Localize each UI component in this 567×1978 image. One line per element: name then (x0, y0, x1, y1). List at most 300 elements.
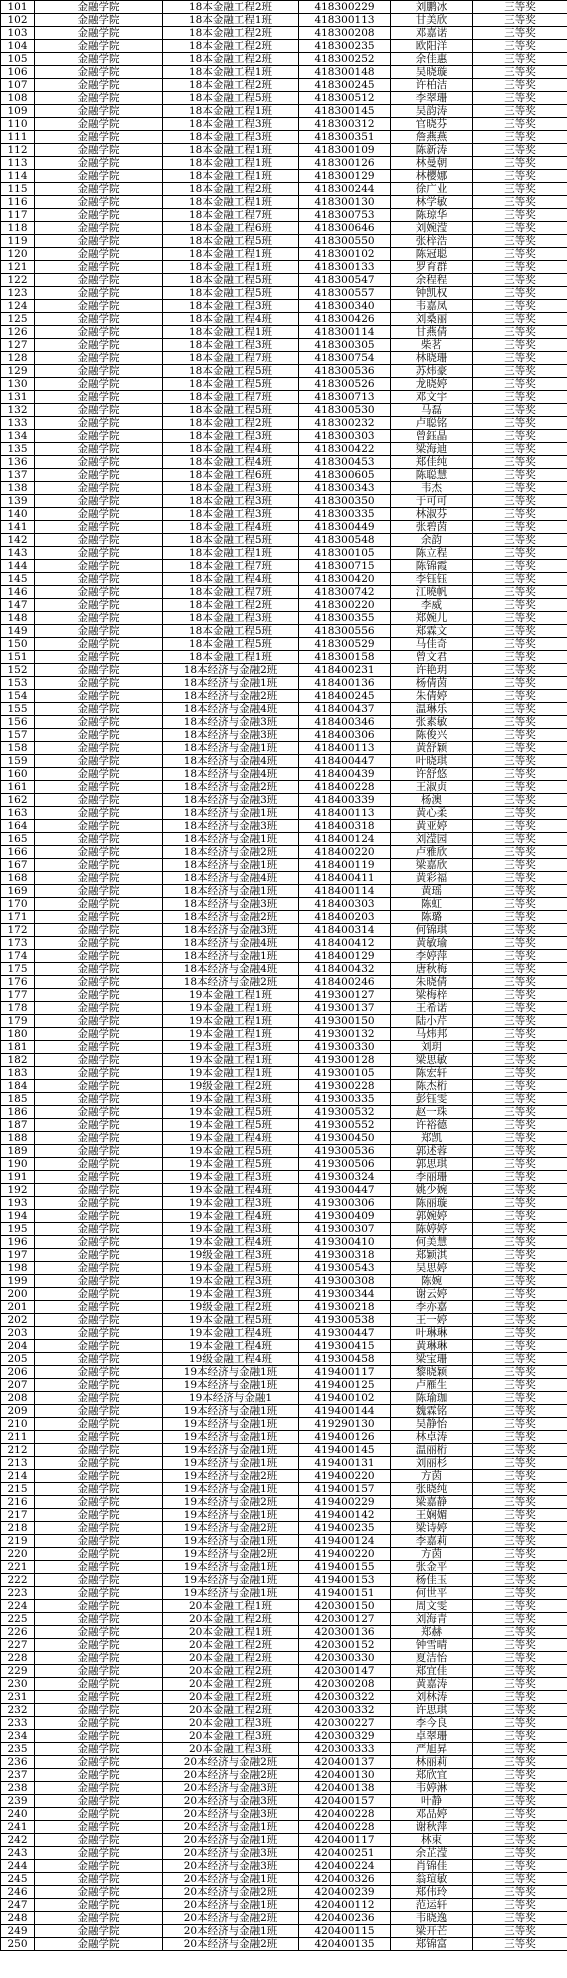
college-cell: 金融学院 (35, 40, 163, 53)
table-row (1, 248, 567, 261)
table-row (1, 222, 567, 235)
student-id-cell: 418400306 (299, 729, 391, 742)
row-number-cell: 189 (1, 1145, 35, 1158)
award-cell: 三等奖 (473, 1561, 567, 1574)
student-name-cell: 陈丽璇 (391, 1197, 473, 1210)
college-cell: 金融学院 (35, 729, 163, 742)
table-row (1, 274, 567, 287)
row-number-cell: 184 (1, 1080, 35, 1093)
college-cell: 金融学院 (35, 1795, 163, 1808)
row-number-cell: 109 (1, 105, 35, 118)
table-row (1, 1639, 567, 1652)
award-cell: 三等奖 (473, 66, 567, 79)
table-row (1, 1626, 567, 1639)
row-number-cell: 210 (1, 1418, 35, 1431)
award-cell: 三等奖 (473, 1275, 567, 1288)
student-id-cell: 420400236 (299, 1912, 391, 1925)
class-cell: 18本金融工程7班 (163, 209, 299, 222)
student-name-cell: 卢聪铭 (391, 417, 473, 430)
college-cell: 金融学院 (35, 1938, 163, 1951)
student-name-cell: 郑佳纯 (391, 456, 473, 469)
award-cell: 三等奖 (473, 1379, 567, 1392)
college-cell: 金融学院 (35, 1223, 163, 1236)
row-number-cell: 209 (1, 1405, 35, 1418)
table-row (1, 430, 567, 443)
college-cell: 金融学院 (35, 287, 163, 300)
award-cell: 三等奖 (473, 1249, 567, 1262)
row-number-cell: 196 (1, 1236, 35, 1249)
student-id-cell: 419300450 (299, 1132, 391, 1145)
table-row (1, 1808, 567, 1821)
award-cell: 三等奖 (473, 170, 567, 183)
table-row (1, 1730, 567, 1743)
award-cell: 三等奖 (473, 612, 567, 625)
student-name-cell: 卓翠珊 (391, 1730, 473, 1743)
row-number-cell: 191 (1, 1171, 35, 1184)
college-cell: 金融学院 (35, 1015, 163, 1028)
college-cell: 金融学院 (35, 1106, 163, 1119)
college-cell: 金融学院 (35, 417, 163, 430)
table-row (1, 1717, 567, 1730)
award-cell: 三等奖 (473, 768, 567, 781)
class-cell: 19本金融工程4班 (163, 1340, 299, 1353)
row-number-cell: 242 (1, 1834, 35, 1847)
college-cell: 金融学院 (35, 1340, 163, 1353)
row-number-cell: 185 (1, 1093, 35, 1106)
award-cell: 三等奖 (473, 1041, 567, 1054)
table-row (1, 196, 567, 209)
row-number-cell: 111 (1, 131, 35, 144)
table-row (1, 495, 567, 508)
student-name-cell: 罗育群 (391, 261, 473, 274)
table-row (1, 1769, 567, 1782)
row-number-cell: 102 (1, 14, 35, 27)
student-name-cell: 卢雅欣 (391, 846, 473, 859)
student-id-cell: 420300147 (299, 1665, 391, 1678)
class-cell: 19本金融工程4班 (163, 1184, 299, 1197)
student-id-cell: 420300208 (299, 1678, 391, 1691)
student-id-cell: 419400131 (299, 1457, 391, 1470)
award-cell: 三等奖 (473, 1652, 567, 1665)
student-name-cell: 李今良 (391, 1717, 473, 1730)
table-row (1, 404, 567, 417)
class-cell: 18本金融工程4班 (163, 456, 299, 469)
student-id-cell: 418300754 (299, 352, 391, 365)
student-name-cell: 杨澳 (391, 794, 473, 807)
award-cell: 三等奖 (473, 1223, 567, 1236)
award-cell: 三等奖 (473, 1704, 567, 1717)
student-id-cell: 418300102 (299, 248, 391, 261)
student-name-cell: 郑婉儿 (391, 612, 473, 625)
student-name-cell: 方茵 (391, 1470, 473, 1483)
student-name-cell: 余程程 (391, 274, 473, 287)
table-row (1, 1, 567, 14)
award-cell: 三等奖 (473, 1860, 567, 1873)
row-number-cell: 162 (1, 794, 35, 807)
class-cell: 19级金融工程3班 (163, 1249, 299, 1262)
award-cell: 三等奖 (473, 1769, 567, 1782)
student-name-cell: 夏洁怡 (391, 1652, 473, 1665)
row-number-cell: 147 (1, 599, 35, 612)
student-id-cell: 419300415 (299, 1340, 391, 1353)
college-cell: 金融学院 (35, 1028, 163, 1041)
student-id-cell: 418300129 (299, 170, 391, 183)
row-number-cell: 131 (1, 391, 35, 404)
table-row (1, 1327, 567, 1340)
student-id-cell: 420300333 (299, 1743, 391, 1756)
student-name-cell: 翁瑄敏 (391, 1873, 473, 1886)
student-id-cell: 418300252 (299, 53, 391, 66)
college-cell: 金融学院 (35, 989, 163, 1002)
student-name-cell: 刘海青 (391, 1613, 473, 1626)
table-row (1, 1054, 567, 1067)
college-cell: 金融学院 (35, 66, 163, 79)
row-number-cell: 219 (1, 1535, 35, 1548)
award-cell: 三等奖 (473, 560, 567, 573)
award-cell: 三等奖 (473, 53, 567, 66)
college-cell: 金融学院 (35, 170, 163, 183)
college-cell: 金融学院 (35, 1249, 163, 1262)
award-cell: 三等奖 (473, 1912, 567, 1925)
award-cell: 三等奖 (473, 235, 567, 248)
college-cell: 金融学院 (35, 1158, 163, 1171)
award-cell: 三等奖 (473, 1899, 567, 1912)
class-cell: 18本经济与金融4班 (163, 872, 299, 885)
award-cell: 三等奖 (473, 1470, 567, 1483)
student-name-cell: 梁梅梓 (391, 989, 473, 1002)
student-name-cell: 李亦嘉 (391, 1301, 473, 1314)
student-name-cell: 温丽桁 (391, 1444, 473, 1457)
class-cell: 18本经济与金融4班 (163, 703, 299, 716)
college-cell: 金融学院 (35, 872, 163, 885)
row-number-cell: 225 (1, 1613, 35, 1626)
student-id-cell: 418400432 (299, 963, 391, 976)
row-number-cell: 157 (1, 729, 35, 742)
award-cell: 三等奖 (473, 1587, 567, 1600)
award-cell: 三等奖 (473, 118, 567, 131)
class-cell: 20本经济与金融2班 (163, 1912, 299, 1925)
student-name-cell: 许柏洁 (391, 79, 473, 92)
award-cell: 三等奖 (473, 1730, 567, 1743)
row-number-cell: 179 (1, 1015, 35, 1028)
college-cell: 金融学院 (35, 794, 163, 807)
student-name-cell: 刘鹏冰 (391, 1, 473, 14)
college-cell: 金融学院 (35, 1262, 163, 1275)
class-cell: 19本经济与金融1班 (163, 1483, 299, 1496)
student-id-cell: 420400157 (299, 1795, 391, 1808)
student-name-cell: 詹燕燕 (391, 131, 473, 144)
table-row (1, 612, 567, 625)
award-cell: 三等奖 (473, 508, 567, 521)
award-cell: 三等奖 (473, 469, 567, 482)
table-row (1, 1236, 567, 1249)
award-cell: 三等奖 (473, 1132, 567, 1145)
class-cell: 18本经济与金融2班 (163, 976, 299, 989)
table-row (1, 547, 567, 560)
student-name-cell: 卢雁生 (391, 1379, 473, 1392)
row-number-cell: 204 (1, 1340, 35, 1353)
college-cell: 金融学院 (35, 404, 163, 417)
student-id-cell: 418300529 (299, 638, 391, 651)
award-cell: 三等奖 (473, 651, 567, 664)
table-row (1, 677, 567, 690)
award-cell: 三等奖 (473, 1873, 567, 1886)
row-number-cell: 206 (1, 1366, 35, 1379)
row-number-cell: 200 (1, 1288, 35, 1301)
row-number-cell: 237 (1, 1769, 35, 1782)
student-id-cell: 419300335 (299, 1093, 391, 1106)
college-cell: 金融学院 (35, 1665, 163, 1678)
college-cell: 金融学院 (35, 976, 163, 989)
row-number-cell: 194 (1, 1210, 35, 1223)
class-cell: 19本经济与金融1班 (163, 1561, 299, 1574)
student-id-cell: 418400439 (299, 768, 391, 781)
row-number-cell: 227 (1, 1639, 35, 1652)
class-cell: 18本经济与金融4班 (163, 755, 299, 768)
college-cell: 金融学院 (35, 1301, 163, 1314)
table-row (1, 716, 567, 729)
class-cell: 20本金融工程3班 (163, 1743, 299, 1756)
award-cell: 三等奖 (473, 1106, 567, 1119)
student-name-cell: 李嘉莉 (391, 1535, 473, 1548)
table-row (1, 898, 567, 911)
class-cell: 18本金融工程1班 (163, 261, 299, 274)
student-id-cell: 420300322 (299, 1691, 391, 1704)
student-id-cell: 418300229 (299, 1, 391, 14)
student-name-cell: 郭述蓉 (391, 1145, 473, 1158)
class-cell: 19本经济与金融1班 (163, 1418, 299, 1431)
class-cell: 19本金融工程5班 (163, 1262, 299, 1275)
class-cell: 18本金融工程3班 (163, 430, 299, 443)
row-number-cell: 215 (1, 1483, 35, 1496)
row-number-cell: 117 (1, 209, 35, 222)
class-cell: 19本经济与金融1班 (163, 1535, 299, 1548)
award-cell: 三等奖 (473, 105, 567, 118)
student-id-cell: 418400231 (299, 664, 391, 677)
class-cell: 18本金融工程4班 (163, 443, 299, 456)
college-cell: 金融学院 (35, 1353, 163, 1366)
award-cell: 三等奖 (473, 417, 567, 430)
class-cell: 19本经济与金融2班 (163, 1548, 299, 1561)
student-id-cell: 418300303 (299, 430, 391, 443)
table-row (1, 1704, 567, 1717)
college-cell: 金融学院 (35, 1769, 163, 1782)
college-cell: 金融学院 (35, 1509, 163, 1522)
student-id-cell: 420400251 (299, 1847, 391, 1860)
student-name-cell: 刘桑丽 (391, 313, 473, 326)
student-id-cell: 418400220 (299, 846, 391, 859)
class-cell: 20本金融工程2班 (163, 1704, 299, 1717)
college-cell: 金融学院 (35, 1925, 163, 1938)
student-name-cell: 韦嘉凤 (391, 300, 473, 313)
student-id-cell: 418300113 (299, 14, 391, 27)
student-name-cell: 黄敏瑜 (391, 937, 473, 950)
class-cell: 18本金融工程3班 (163, 612, 299, 625)
student-id-cell: 418300753 (299, 209, 391, 222)
award-cell: 三等奖 (473, 1353, 567, 1366)
student-name-cell: 钟雪晴 (391, 1639, 473, 1652)
student-id-cell: 419300543 (299, 1262, 391, 1275)
college-cell: 金融学院 (35, 690, 163, 703)
row-number-cell: 169 (1, 885, 35, 898)
college-cell: 金融学院 (35, 1418, 163, 1431)
award-cell: 三等奖 (473, 1119, 567, 1132)
student-name-cell: 周文雯 (391, 1600, 473, 1613)
table-row (1, 1509, 567, 1522)
class-cell: 20本金融工程3班 (163, 1730, 299, 1743)
table-row (1, 1366, 567, 1379)
class-cell: 18本经济与金融3班 (163, 794, 299, 807)
row-number-cell: 132 (1, 404, 35, 417)
table-row (1, 1925, 567, 1938)
class-cell: 20本经济与金融1班 (163, 1834, 299, 1847)
row-number-cell: 203 (1, 1327, 35, 1340)
student-name-cell: 郑赫 (391, 1626, 473, 1639)
table-row (1, 1691, 567, 1704)
class-cell: 18本金融工程1班 (163, 14, 299, 27)
award-cell: 三等奖 (473, 729, 567, 742)
college-cell: 金融学院 (35, 1600, 163, 1613)
award-cell: 三等奖 (473, 625, 567, 638)
student-id-cell: 420400117 (299, 1834, 391, 1847)
table-row (1, 807, 567, 820)
student-id-cell: 420300227 (299, 1717, 391, 1730)
student-name-cell: 许思琪 (391, 1704, 473, 1717)
student-name-cell: 李婷萍 (391, 950, 473, 963)
college-cell: 金融学院 (35, 1288, 163, 1301)
college-cell: 金融学院 (35, 456, 163, 469)
award-cell: 三等奖 (473, 1002, 567, 1015)
student-name-cell: 余芷滢 (391, 1847, 473, 1860)
student-id-cell: 418300646 (299, 222, 391, 235)
student-id-cell: 418400245 (299, 690, 391, 703)
class-cell: 18本金融工程3班 (163, 339, 299, 352)
student-name-cell: 徐广业 (391, 183, 473, 196)
class-cell: 19本金融工程3班 (163, 1275, 299, 1288)
table-row (1, 1184, 567, 1197)
row-number-cell: 236 (1, 1756, 35, 1769)
row-number-cell: 121 (1, 261, 35, 274)
class-cell: 20本经济与金融3班 (163, 1782, 299, 1795)
college-cell: 金融学院 (35, 92, 163, 105)
student-id-cell: 418300715 (299, 560, 391, 573)
student-name-cell: 何世平 (391, 1587, 473, 1600)
student-name-cell: 刘婉滢 (391, 222, 473, 235)
award-cell: 三等奖 (473, 534, 567, 547)
class-cell: 18本金融工程7班 (163, 560, 299, 573)
table-row (1, 1431, 567, 1444)
student-id-cell: 418300547 (299, 274, 391, 287)
row-number-cell: 154 (1, 690, 35, 703)
student-name-cell: 叶静 (391, 1795, 473, 1808)
student-id-cell: 420400228 (299, 1821, 391, 1834)
table-row (1, 1535, 567, 1548)
class-cell: 18本经济与金融4班 (163, 937, 299, 950)
student-name-cell: 吴静怡 (391, 1418, 473, 1431)
student-name-cell: 邓品婷 (391, 1808, 473, 1821)
table-row (1, 937, 567, 950)
college-cell: 金融学院 (35, 1704, 163, 1717)
college-cell: 金融学院 (35, 53, 163, 66)
award-cell: 三等奖 (473, 742, 567, 755)
class-cell: 18本经济与金融3班 (163, 820, 299, 833)
award-cell: 三等奖 (473, 1288, 567, 1301)
college-cell: 金融学院 (35, 391, 163, 404)
award-cell: 三等奖 (473, 1925, 567, 1938)
table-row (1, 1496, 567, 1509)
student-id-cell: 418300114 (299, 326, 391, 339)
student-id-cell: 419300132 (299, 1028, 391, 1041)
table-row (1, 989, 567, 1002)
college-cell: 金融学院 (35, 1366, 163, 1379)
table-row (1, 378, 567, 391)
student-name-cell: 余韵 (391, 534, 473, 547)
table-row (1, 573, 567, 586)
award-cell: 三等奖 (473, 1158, 567, 1171)
college-cell: 金融学院 (35, 27, 163, 40)
college-cell: 金融学院 (35, 1756, 163, 1769)
table-row (1, 92, 567, 105)
student-id-cell: 420400137 (299, 1756, 391, 1769)
class-cell: 18本金融工程5班 (163, 378, 299, 391)
row-number-cell: 217 (1, 1509, 35, 1522)
class-cell: 20本金融工程1班 (163, 1600, 299, 1613)
student-name-cell: 林束 (391, 1834, 473, 1847)
award-cell: 三等奖 (473, 833, 567, 846)
student-id-cell: 418400412 (299, 937, 391, 950)
row-number-cell: 101 (1, 1, 35, 14)
table-row (1, 690, 567, 703)
row-number-cell: 118 (1, 222, 35, 235)
college-cell: 金融学院 (35, 547, 163, 560)
student-name-cell: 张晓纯 (391, 1483, 473, 1496)
row-number-cell: 250 (1, 1938, 35, 1951)
student-name-cell: 李威 (391, 599, 473, 612)
class-cell: 19本经济与金融1班 (163, 1366, 299, 1379)
college-cell: 金融学院 (35, 755, 163, 768)
row-number-cell: 220 (1, 1548, 35, 1561)
college-cell: 金融学院 (35, 1912, 163, 1925)
student-id-cell: 419400144 (299, 1405, 391, 1418)
row-number-cell: 152 (1, 664, 35, 677)
row-number-cell: 130 (1, 378, 35, 391)
student-name-cell: 肖锦佳 (391, 1860, 473, 1873)
college-cell: 金融学院 (35, 1717, 163, 1730)
table-row (1, 1886, 567, 1899)
student-id-cell: 418300530 (299, 404, 391, 417)
class-cell: 18本金融工程5班 (163, 638, 299, 651)
student-id-cell: 418400119 (299, 859, 391, 872)
table-row (1, 1392, 567, 1405)
table-row (1, 911, 567, 924)
college-cell: 金融学院 (35, 1405, 163, 1418)
table-row (1, 1015, 567, 1028)
college-cell: 金融学院 (35, 1821, 163, 1834)
student-name-cell: 官晓芬 (391, 118, 473, 131)
student-id-cell: 418400129 (299, 950, 391, 963)
college-cell: 金融学院 (35, 378, 163, 391)
student-id-cell: 418300449 (299, 521, 391, 534)
college-cell: 金融学院 (35, 534, 163, 547)
row-number-cell: 127 (1, 339, 35, 352)
award-cell: 三等奖 (473, 573, 567, 586)
student-name-cell: 郑伟玲 (391, 1886, 473, 1899)
row-number-cell: 165 (1, 833, 35, 846)
class-cell: 18本金融工程6班 (163, 469, 299, 482)
student-name-cell: 张金平 (391, 1561, 473, 1574)
student-id-cell: 419300150 (299, 1015, 391, 1028)
student-name-cell: 林淑芬 (391, 508, 473, 521)
